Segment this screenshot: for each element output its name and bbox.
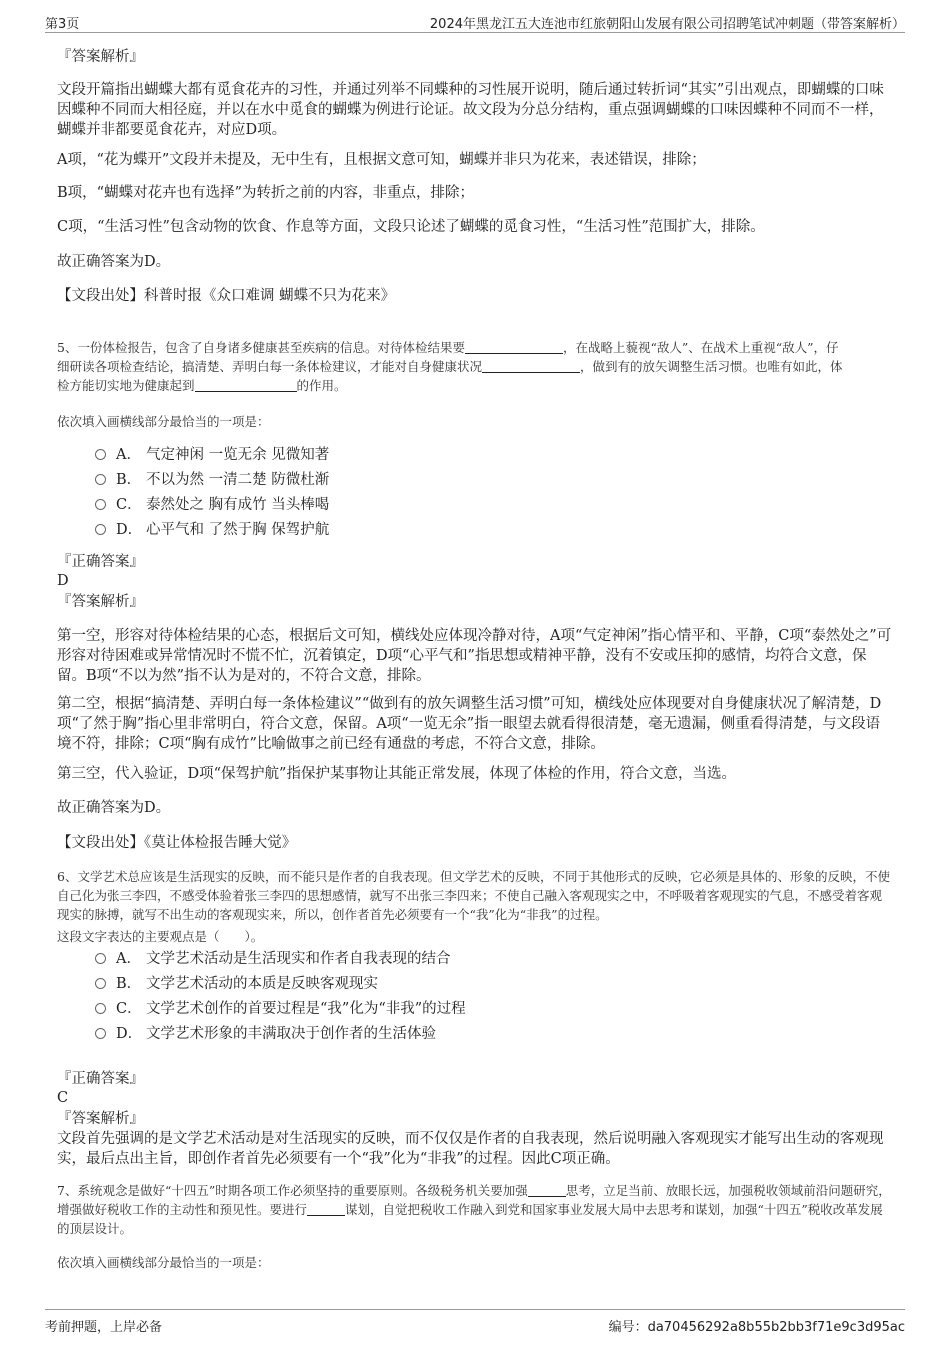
page-header [45,10,905,33]
q5-analysis-label: 『答案解析』 [57,594,144,610]
q5-source: 【文段出处】《莫让体检报告睡大觉》 [57,835,297,851]
fill-blank [465,339,563,354]
q5-analysis-p1: 第一空，形容对待体检结果的心态，根据后文可知，横线处应体现冷静对待，A项“气定神闲”指心情平和、平静，C项“泰然处之”可形容对待困难或异常情况时不慌不忙，沉着镇定，D项“心平气和”指思想或精神平静，没有不安或压抑的感情，均符合文意，保留。B项“不以为然”指不认为是对的，不符合文意，排除。 [57,628,892,684]
q4-analysis-p3: B项，“蝴蝶对花卉也有选择”为转折之前的内容，非重点，排除； [57,185,474,201]
radio-icon[interactable] [95,474,106,485]
q5-option-b[interactable]: B． 不以为然 一清二楚 防微杜渐 [95,468,329,493]
q5-options [95,443,329,543]
q5-analysis-p3: 第三空，代入验证，D项“保驾护航”指保护某事物让其能正常发展，体现了体检的作用，符合文意，当选。 [57,766,736,782]
q6-stem: 6、文学艺术总应该是生活现实的反映，而不能只是作者的自我表现。但文学艺术的反映，不同于其他形式的反映，它必须是具体的、形象的反映，不使自己化为张三李四，不感受体验着张三李四的思想感情，就写不出张三李四来；不使自己融入客观现实之中，不呼吸着客观现实的气息，不感受着客观现实的脉搏，就写不出生动的客观现实来，所以，创作者首先必须要有一个“我”化为“非我”的过程。 [57,869,890,922]
q5-question: 依次填入画横线部分最恰当的一项是： [57,414,270,429]
q4-analysis-label: 『答案解析』 [57,49,144,65]
radio-icon[interactable] [95,1028,106,1039]
radio-icon[interactable] [95,978,106,989]
fill-blank [307,1201,345,1216]
q6-analysis: 文段首先强调的是文学艺术活动是对生活现实的反映，而不仅仅是作者的自我表现，然后说明融入客观现实才能写出生动的客观现实，最后点出主旨，即创作者首先必须要有一个“我”化为“非我”的过程。因此C项正确。 [57,1131,884,1167]
q7-question: 依次填入画横线部分最恰当的一项是： [57,1255,270,1270]
q5-answer-label: 『正确答案』 [57,554,144,570]
radio-icon[interactable] [95,449,106,460]
q5-option-d[interactable]: D． 心平气和 了然于胸 保驾护航 [95,518,329,543]
q5-conclusion: 故正确答案为D。 [57,800,171,816]
q4-source: 【文段出处】科普时报《众口难调 蝴蝶不只为花来》 [57,288,396,304]
q6-answer-label: 『正确答案』 [57,1071,144,1087]
q5-answer: D [57,573,69,589]
q5-option-a[interactable]: A． 气定神闲 一览无余 见微知著 [95,443,329,468]
fill-blank [195,377,297,392]
footer-slogan: 考前押题，上岸必备 [45,1320,163,1335]
q7-stem: 7、系统观念是做好“十四五”时期各项工作必须坚持的重要原则。各级税务机关要加强 思考，立足当前、放眼长远，加强税收领域前沿问题研究，增强做好税收工作的主动性和预见性。要进行 谋划，自觉把税收工作融入到党和国家事业发展大局中去思考和谋划，加强“十四五”税收改革发展的顶层设计。 [57,1183,891,1236]
q5-stem: 5、一份体检报告，包含了自身诸多健康甚至疾病的信息。对待体检结果要 ，在战略上藐视“敌人”、在战术上重视“敌人”，仔 细研读各项检查结论，搞清楚、弄明白每一条体检建议，才能对自身健康状况 ，做到有的放矢调整生活习惯。也唯有如此，体 检方能切实地为健康起到 的作用。 [57,340,843,393]
q6-option-b[interactable]: B． 文学艺术活动的本质是反映客观现实 [95,972,466,997]
q6-answer: C [57,1090,69,1106]
document-id: 编号：da70456292a8b55b2bb3f71e9c3d95ac [608,1320,905,1335]
q5-analysis-p2: 第二空，根据“搞清楚、弄明白每一条体检建议”“做到有的放矢调整生活习惯”可知，横线处应体现要对自身健康状况了解清楚，D项“了然于胸”指心里非常明白，符合文意，保留。A项“一览无余”指一眼望去就看得很清楚，毫无遗漏，侧重看得清楚，与文段语境不符，排除；C项“胸有成竹”比喻做事之前已经有通盘的考虑，不符合文意，排除。 [57,696,882,752]
q4-conclusion: 故正确答案为D。 [57,254,171,270]
radio-icon[interactable] [95,1003,106,1014]
q6-option-a[interactable]: A． 文学艺术活动是生活现实和作者自我表现的结合 [95,947,466,972]
q6-analysis-label: 『答案解析』 [57,1111,144,1127]
page-footer [45,1309,905,1338]
q4-analysis-p1: 文段开篇指出蝴蝶大都有觅食花卉的习性，并通过列举不同蝶种的习性展开说明，随后通过转折词“其实”引出观点，即蝴蝶的口味因蝶种不同而大相径庭，并以在水中觅食的蝴蝶为例进行论证。故文段为分总分结构，重点强调蝴蝶的口味因蝶种不同而不一样，蝴蝶并非都要觅食花卉，对应D项。 [57,82,884,138]
q6-options [95,947,466,1047]
radio-icon[interactable] [95,953,106,964]
q6-question: 这段文字表达的主要观点是（ ）。 [57,929,264,944]
radio-icon[interactable] [95,524,106,535]
radio-icon[interactable] [95,499,106,510]
fill-blank [482,358,580,373]
q5-option-c[interactable]: C． 泰然处之 胸有成竹 当头棒喝 [95,493,329,518]
q4-analysis-p4: C项，“生活习性”包含动物的饮食、作息等方面，文段只论述了蝴蝶的觅食习性，“生活习性”范围扩大，排除。 [57,219,765,235]
document-title: 2024年黑龙江五大连池市红旅朝阳山发展有限公司招聘笔试冲刺题（带答案解析） [429,17,905,32]
q6-option-d[interactable]: D． 文学艺术形象的丰满取决于创作者的生活体验 [95,1022,466,1047]
q4-analysis-p2: A项，“花为蝶开”文段并未提及，无中生有，且根据文意可知，蝴蝶并非只为花来，表述错误，排除； [57,152,706,168]
page-number: 第3页 [45,17,80,32]
q6-option-c[interactable]: C． 文学艺术创作的首要过程是“我”化为“非我”的过程 [95,997,466,1022]
fill-blank [528,1182,566,1197]
